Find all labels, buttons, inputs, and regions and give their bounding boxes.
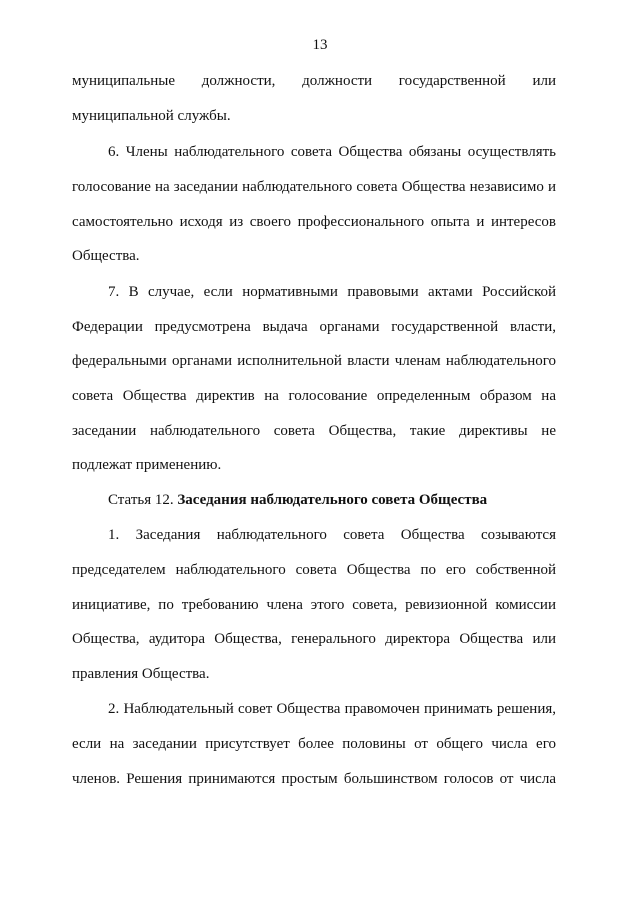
paragraph-line: муниципальные должности, должности государственной или <box>72 73 556 89</box>
article-prefix: Статья 12. <box>108 492 174 508</box>
paragraph-line: членов. Решения принимаются простым большинством голосов от числа <box>72 771 556 787</box>
paragraph-line: муниципальной службы. <box>72 108 231 124</box>
paragraph-line: Общества. <box>72 248 140 264</box>
paragraph-line: совета Общества директив на голосование определенным образом на <box>72 388 556 404</box>
paragraph-line: правления Общества. <box>72 666 210 682</box>
paragraph-line: 7. В случае, если нормативными правовыми актами Российской <box>108 284 556 300</box>
page-number: 13 <box>312 37 328 53</box>
paragraph-line: Федерации предусмотрена выдача органами государственной власти, <box>72 319 556 335</box>
paragraph-line: 1. Заседания наблюдательного совета Общества созываются <box>108 527 556 543</box>
article-heading <box>108 491 556 509</box>
article-title: Заседания наблюдательного совета Общества <box>177 492 488 508</box>
paragraph-line: если на заседании присутствует более половины от общего числа его <box>72 736 556 752</box>
paragraph-line: инициативе, по требованию члена этого совета, ревизионной комиссии <box>72 597 556 613</box>
paragraph-line: Общества, аудитора Общества, генерального директора Общества или <box>72 631 556 647</box>
paragraph-line: подлежат применению. <box>72 457 222 473</box>
paragraph-line: голосование на заседании наблюдательного совета Общества независимо и <box>72 179 556 195</box>
paragraph-line: 2. Наблюдательный совет Общества правомочен принимать решения, <box>108 701 556 717</box>
paragraph-line: 6. Члены наблюдательного совета Общества обязаны осуществлять <box>108 144 556 160</box>
paragraph-line: самостоятельно исходя из своего профессионального опыта и интересов <box>72 214 556 230</box>
paragraph-line: заседании наблюдательного совета Общества, такие директивы не <box>72 423 556 439</box>
paragraph-line: федеральными органами исполнительной власти членам наблюдательного <box>72 353 556 369</box>
paragraph-line: председателем наблюдательного совета Общества по его собственной <box>72 562 556 578</box>
